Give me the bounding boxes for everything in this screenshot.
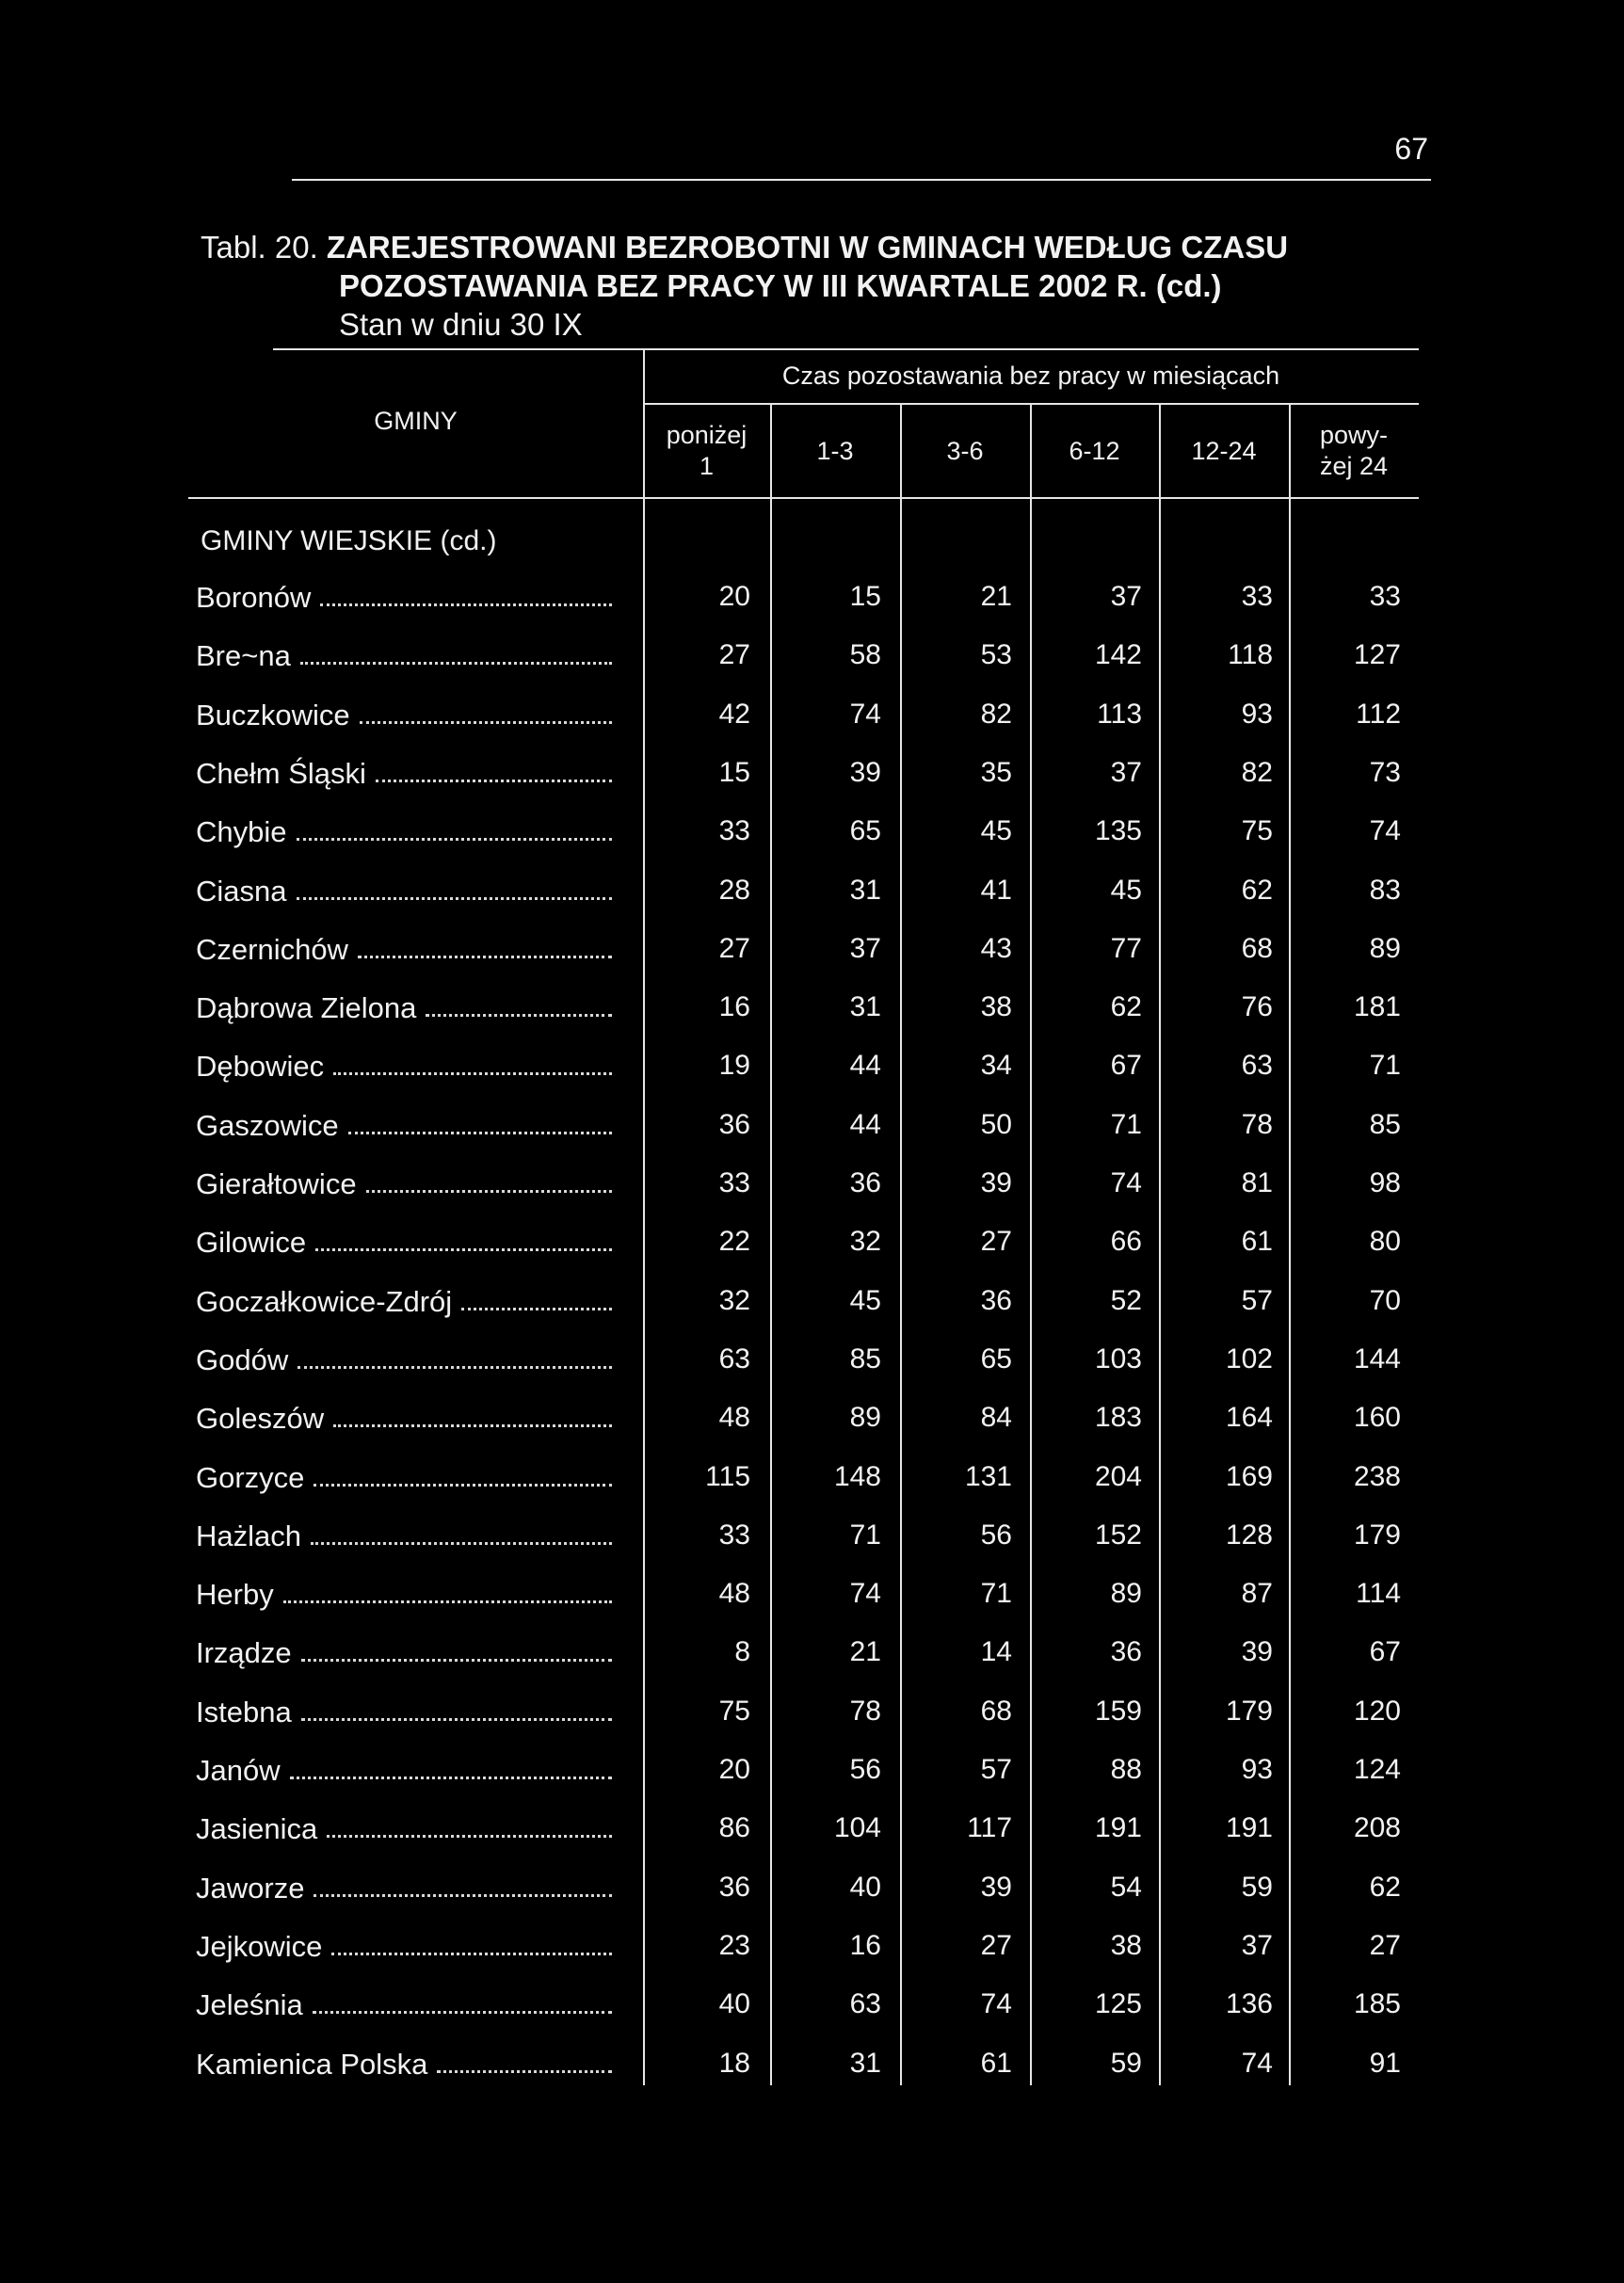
- row-name: Chełm Śląski: [196, 757, 366, 790]
- table-cell: 27: [718, 933, 750, 964]
- table-cell: 68: [1241, 933, 1273, 964]
- row-name: Gilowice: [196, 1226, 307, 1259]
- dot-leader: [314, 1885, 612, 1897]
- table-cell: 36: [1110, 1636, 1142, 1667]
- table-cell: 33: [718, 1167, 750, 1198]
- table-cell: 31: [849, 875, 881, 906]
- dot-leader: [327, 1825, 612, 1838]
- table-cell: 36: [849, 1167, 881, 1198]
- row-name: Chybie: [196, 815, 287, 848]
- table-cell: 82: [980, 699, 1012, 730]
- table-cell: 142: [1094, 639, 1142, 670]
- title-line-1: ZAREJESTROWANI BEZROBOTNI W GMINACH WEDŁUG CZASU: [326, 230, 1289, 265]
- table-cell: 78: [1241, 1109, 1273, 1140]
- table-cell: 39: [1241, 1636, 1273, 1667]
- row-name: Kamienica Polska: [196, 2048, 428, 2081]
- table-cell: 62: [1110, 991, 1142, 1022]
- table-cell: 82: [1241, 757, 1273, 788]
- table-cell: 39: [980, 1872, 1012, 1903]
- header-top-rule: [273, 348, 1419, 350]
- table-cell: 27: [980, 1226, 1012, 1257]
- table-cell: 39: [849, 757, 881, 788]
- table-cell: 37: [849, 933, 881, 964]
- table-cell: 8: [734, 1636, 750, 1667]
- table-cell: 74: [1369, 815, 1401, 846]
- row-name: Dębowiec: [196, 1050, 325, 1083]
- table-cell: 85: [1369, 1109, 1401, 1140]
- table-cell: 93: [1241, 1754, 1273, 1785]
- table-cell: 43: [980, 933, 1012, 964]
- table-cell: 58: [849, 639, 881, 670]
- table-number: Tabl. 20.: [201, 230, 318, 265]
- table-cell: 20: [718, 581, 750, 612]
- dot-leader: [300, 652, 612, 665]
- table-cell: 104: [833, 1812, 881, 1843]
- table-cell: 16: [718, 991, 750, 1022]
- table-cell: 127: [1353, 639, 1401, 670]
- table-cell: 115: [705, 1461, 750, 1492]
- table-cell: 48: [718, 1578, 750, 1609]
- row-name: Herby: [196, 1578, 274, 1611]
- row-name: Godów: [196, 1343, 289, 1376]
- table-cell: 135: [1094, 815, 1142, 846]
- table-cell: 113: [1097, 699, 1142, 730]
- dot-leader: [301, 1649, 612, 1662]
- table-cell: 144: [1353, 1343, 1401, 1375]
- table-cell: 238: [1353, 1461, 1401, 1492]
- table-cell: 40: [849, 1872, 881, 1903]
- table-cell: 33: [718, 1519, 750, 1551]
- dot-leader: [333, 1415, 612, 1427]
- table-cell: 28: [718, 875, 750, 906]
- table-cell: 91: [1369, 2048, 1401, 2079]
- table-cell: 103: [1094, 1343, 1142, 1375]
- dot-leader: [366, 1181, 612, 1193]
- row-name: Bre~na: [196, 639, 291, 672]
- table-cell: 62: [1241, 875, 1273, 906]
- dot-leader: [301, 1709, 612, 1721]
- table-cell: 45: [849, 1285, 881, 1316]
- row-name: Janów: [196, 1754, 281, 1787]
- column-header-12-24: 12-24: [1191, 437, 1257, 465]
- table-cell: 148: [833, 1461, 881, 1492]
- table-cell: 71: [1110, 1109, 1142, 1140]
- table-cell: 53: [980, 639, 1012, 670]
- table-cell: 45: [980, 815, 1012, 846]
- column-header-line2: 1: [699, 452, 715, 480]
- dot-leader: [358, 946, 612, 958]
- table-cell: 61: [980, 2048, 1012, 2079]
- table-cell: 33: [1369, 581, 1401, 612]
- table-cell: 37: [1110, 757, 1142, 788]
- table-cell: 44: [849, 1109, 881, 1140]
- table-cell: 40: [718, 1988, 750, 2019]
- table-cell: 80: [1369, 1226, 1401, 1257]
- table-cell: 36: [980, 1285, 1012, 1316]
- dot-leader: [311, 1533, 612, 1545]
- table-cell: 50: [980, 1109, 1012, 1140]
- column-header-line1: powy-: [1319, 421, 1389, 449]
- table-cell: 36: [718, 1872, 750, 1903]
- row-name: Irządze: [196, 1636, 292, 1669]
- table-cell: 204: [1094, 1461, 1142, 1492]
- row-name: Jeleśnia: [196, 1988, 303, 2021]
- table-cell: 57: [1241, 1285, 1273, 1316]
- table-cell: 179: [1225, 1696, 1273, 1727]
- table-cell: 86: [718, 1812, 750, 1843]
- table-cell: 63: [1241, 1050, 1273, 1081]
- table-cell: 27: [980, 1930, 1012, 1961]
- table-cell: 89: [1110, 1578, 1142, 1609]
- table-cell: 19: [718, 1050, 750, 1081]
- table-cell: 102: [1225, 1343, 1273, 1375]
- table-cell: 57: [980, 1754, 1012, 1785]
- table-cell: 89: [849, 1402, 881, 1433]
- table-cell: 63: [718, 1343, 750, 1375]
- table-cell: 74: [1110, 1167, 1142, 1198]
- table-cell: 18: [718, 2048, 750, 2079]
- table-cell: 61: [1241, 1226, 1273, 1257]
- row-name: Jaworze: [196, 1872, 305, 1905]
- table-cell: 112: [1356, 699, 1401, 730]
- table-cell: 98: [1369, 1167, 1401, 1198]
- table-cell: 118: [1228, 639, 1273, 670]
- top-rule: [292, 179, 1431, 181]
- table-cell: 16: [849, 1930, 881, 1961]
- dot-leader: [437, 2061, 612, 2073]
- stub-header: GMINY: [374, 407, 458, 435]
- table-cell: 179: [1353, 1519, 1401, 1551]
- table-cell: 37: [1110, 581, 1142, 612]
- table-cell: 34: [980, 1050, 1012, 1081]
- table-cell: 87: [1241, 1578, 1273, 1609]
- page-number: 67: [1394, 132, 1428, 166]
- table-cell: 48: [718, 1402, 750, 1433]
- table-cell: 15: [849, 581, 881, 612]
- table-cell: 66: [1110, 1226, 1142, 1257]
- table-cell: 83: [1369, 875, 1401, 906]
- table-cell: 42: [718, 699, 750, 730]
- section-label: GMINY WIEJSKIE (cd.): [201, 525, 497, 556]
- dot-leader: [283, 1591, 612, 1603]
- table-cell: 76: [1241, 991, 1273, 1022]
- row-name: Istebna: [196, 1696, 292, 1728]
- table-cell: 37: [1241, 1930, 1273, 1961]
- table-cell: 36: [718, 1109, 750, 1140]
- table-cell: 32: [849, 1226, 881, 1257]
- table-cell: 32: [718, 1285, 750, 1316]
- table-cell: 15: [718, 757, 750, 788]
- table-cell: 164: [1225, 1402, 1273, 1433]
- table-cell: 56: [849, 1754, 881, 1785]
- table-cell: 74: [849, 1578, 881, 1609]
- table-cell: 65: [980, 1343, 1012, 1375]
- column-header-line2: żej 24: [1319, 452, 1389, 480]
- dot-leader: [376, 770, 612, 782]
- table-cell: 22: [718, 1226, 750, 1257]
- dot-leader: [290, 1767, 612, 1779]
- column-header-3-6: 3-6: [946, 437, 984, 465]
- table-cell: 59: [1110, 2048, 1142, 2079]
- table-cell: 152: [1094, 1519, 1142, 1551]
- table-cell: 81: [1241, 1167, 1273, 1198]
- table-title: [201, 228, 1288, 344]
- table-cell: 160: [1353, 1402, 1401, 1433]
- table-cell: 33: [1241, 581, 1273, 612]
- table-cell: 120: [1353, 1696, 1401, 1727]
- title-line-2: POZOSTAWANIA BEZ PRACY W III KWARTALE 2002 R. (cd.): [339, 268, 1222, 303]
- dot-leader: [360, 712, 612, 724]
- table-cell: 136: [1225, 1988, 1273, 2019]
- group-header: Czas pozostawania bez pracy w miesiącach: [781, 362, 1280, 390]
- dot-leader: [314, 1474, 612, 1487]
- dot-leader: [297, 1357, 612, 1369]
- table-cell: 56: [980, 1519, 1012, 1551]
- table-cell: 159: [1094, 1696, 1142, 1727]
- table-cell: 63: [849, 1988, 881, 2019]
- row-name: Ciasna: [196, 875, 287, 908]
- table-cell: 93: [1241, 699, 1273, 730]
- table-cell: 71: [849, 1519, 881, 1551]
- dot-leader: [315, 1239, 612, 1251]
- table-cell: 65: [849, 815, 881, 846]
- table-cell: 181: [1353, 991, 1401, 1022]
- table-cell: 75: [1241, 815, 1273, 846]
- table-cell: 131: [964, 1461, 1012, 1492]
- column-header-below-1: [643, 420, 770, 482]
- table-cell: 88: [1110, 1754, 1142, 1785]
- row-name: Gierałtowice: [196, 1167, 357, 1200]
- table-cell: 75: [718, 1696, 750, 1727]
- table-cell: 78: [849, 1696, 881, 1727]
- column-header-6-12: 6-12: [1069, 437, 1120, 465]
- table-cell: 33: [718, 815, 750, 846]
- table-cell: 68: [980, 1696, 1012, 1727]
- table-cell: 14: [980, 1636, 1012, 1667]
- row-name: Dąbrowa Zielona: [196, 991, 417, 1024]
- table-cell: 45: [1110, 875, 1142, 906]
- table-cell: 183: [1094, 1402, 1142, 1433]
- title-date: Stan w dniu 30 IX: [339, 307, 583, 342]
- row-name: Goczałkowice-Zdrój: [196, 1285, 453, 1318]
- table-cell: 169: [1225, 1461, 1273, 1492]
- table-cell: 89: [1369, 933, 1401, 964]
- table-cell: 41: [980, 875, 1012, 906]
- table-cell: 35: [980, 757, 1012, 788]
- table-cell: 67: [1110, 1050, 1142, 1081]
- table-cell: 128: [1225, 1519, 1273, 1551]
- table-cell: 191: [1225, 1812, 1273, 1843]
- table-cell: 27: [1369, 1930, 1401, 1961]
- table-cell: 85: [849, 1343, 881, 1375]
- table-cell: 74: [1241, 2048, 1273, 2079]
- table-cell: 20: [718, 1754, 750, 1785]
- table-cell: 114: [1356, 1578, 1401, 1609]
- table-cell: 74: [980, 1988, 1012, 2019]
- dot-leader: [297, 828, 612, 841]
- table-cell: 71: [1369, 1050, 1401, 1081]
- dot-leader: [348, 1122, 612, 1134]
- row-name: Hażlach: [196, 1519, 301, 1552]
- table-cell: 59: [1241, 1872, 1273, 1903]
- row-name: Buczkowice: [196, 699, 350, 732]
- dot-leader: [333, 1063, 612, 1075]
- table-cell: 21: [980, 581, 1012, 612]
- table-cell: 77: [1110, 933, 1142, 964]
- table-cell: 31: [849, 2048, 881, 2079]
- dot-leader: [331, 1943, 612, 1955]
- table-cell: 67: [1369, 1636, 1401, 1667]
- dot-leader: [461, 1298, 612, 1310]
- table-cell: 62: [1369, 1872, 1401, 1903]
- table-cell: 191: [1094, 1812, 1142, 1843]
- header-bottom-rule: [188, 497, 1419, 499]
- table-cell: 31: [849, 991, 881, 1022]
- table-cell: 73: [1369, 757, 1401, 788]
- row-name: Goleszów: [196, 1402, 325, 1435]
- table-cell: 38: [980, 991, 1012, 1022]
- column-header-above-24: [1289, 420, 1419, 482]
- table-cell: 39: [980, 1167, 1012, 1198]
- row-name: Jasienica: [196, 1812, 318, 1845]
- dot-leader: [313, 2002, 612, 2014]
- dot-leader: [320, 594, 612, 606]
- table-cell: 84: [980, 1402, 1012, 1433]
- table-cell: 125: [1094, 1988, 1142, 2019]
- table-cell: 21: [849, 1636, 881, 1667]
- column-header-line1: poniżej: [666, 421, 748, 449]
- table-cell: 117: [967, 1812, 1012, 1843]
- table-cell: 27: [718, 639, 750, 670]
- table-cell: 208: [1353, 1812, 1401, 1843]
- table-cell: 185: [1353, 1988, 1401, 2019]
- table-cell: 23: [718, 1930, 750, 1961]
- table-cell: 70: [1369, 1285, 1401, 1316]
- table-cell: 124: [1353, 1754, 1401, 1785]
- row-name: Czernichów: [196, 933, 348, 966]
- dot-leader: [297, 888, 612, 900]
- row-name: Boronów: [196, 581, 312, 614]
- table-cell: 71: [980, 1578, 1012, 1609]
- table-cell: 74: [849, 699, 881, 730]
- column-header-1-3: 1-3: [816, 437, 854, 465]
- dot-leader: [426, 1005, 612, 1017]
- table-cell: 52: [1110, 1285, 1142, 1316]
- row-name: Jejkowice: [196, 1930, 323, 1963]
- table-cell: 44: [849, 1050, 881, 1081]
- table-cell: 54: [1110, 1872, 1142, 1903]
- table-cell: 38: [1110, 1930, 1142, 1961]
- row-name: Gaszowice: [196, 1109, 339, 1142]
- row-name: Gorzyce: [196, 1461, 305, 1494]
